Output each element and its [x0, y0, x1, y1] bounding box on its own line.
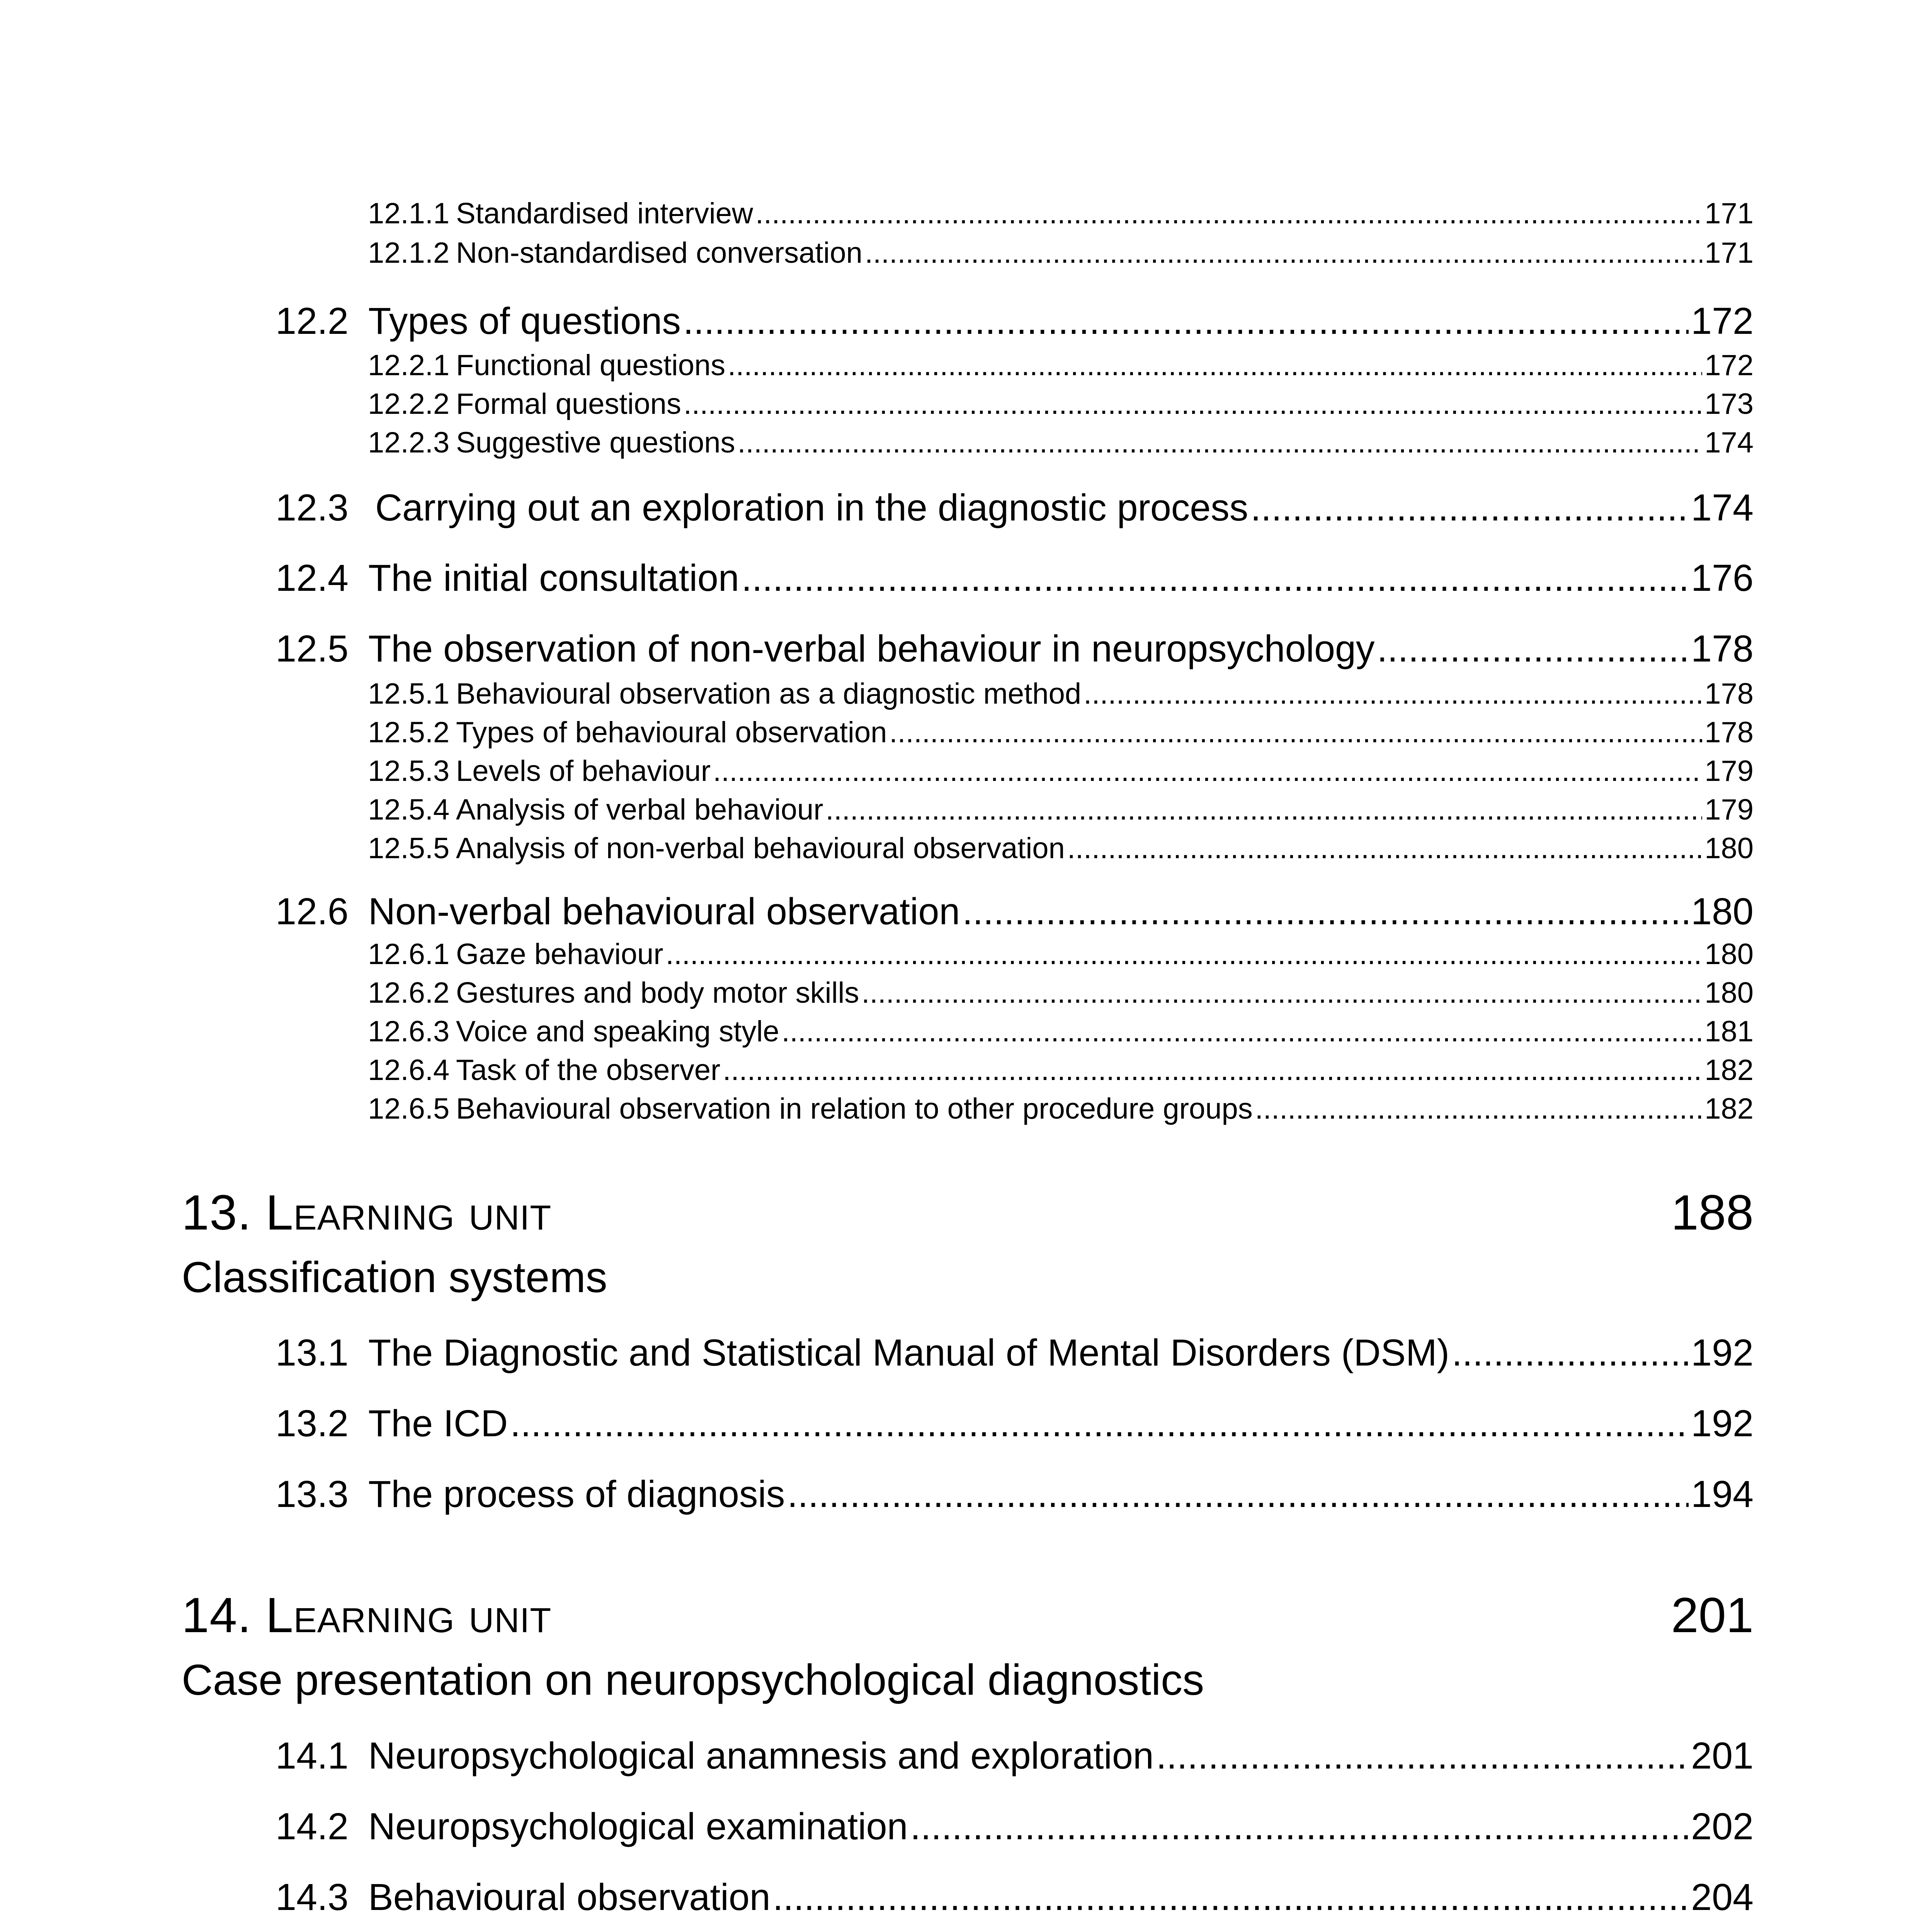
- entry-title: Voice and speaking style: [456, 1015, 779, 1048]
- entry-page: 202: [1691, 1805, 1754, 1847]
- entry-number: 12.2.1: [368, 349, 450, 382]
- dot-leader: [1067, 834, 1702, 863]
- entry-number: 12.2: [276, 300, 349, 342]
- entry-title: Types of behavioural observation: [456, 716, 887, 749]
- entry-page: 178: [1691, 628, 1754, 670]
- toc-entry-14-3[interactable]: [276, 1878, 1754, 1916]
- entry-title: Behavioural observation: [368, 1876, 771, 1918]
- entry-title: Gestures and body motor skills: [456, 976, 859, 1009]
- unit-heading-text: 13. Learning unit: [182, 1185, 552, 1240]
- entry-page: 174: [1704, 426, 1754, 459]
- entry-page: 174: [1691, 486, 1754, 529]
- entry-number: 12.2.3: [368, 426, 450, 459]
- entry-title: Analysis of non-verbal behavioural observation: [456, 832, 1065, 865]
- unit-14-subtitle: Case presentation on neuropsychological diagnostics: [182, 1656, 1204, 1704]
- entry-page: 180: [1704, 832, 1754, 865]
- unit-13-subtitle: Classification systems: [182, 1253, 607, 1301]
- entry-page: 171: [1704, 236, 1754, 269]
- unit-heading-text: 14. Learning unit: [182, 1588, 552, 1643]
- dot-leader: [737, 428, 1702, 457]
- dot-leader: [865, 238, 1702, 268]
- entry-title: Non-verbal behavioural observation: [368, 890, 960, 932]
- entry-page: 179: [1704, 755, 1754, 787]
- toc-entry-12-6-4[interactable]: [368, 1056, 1754, 1085]
- entry-number: 12.1.1: [368, 197, 450, 230]
- toc-entry-13-1[interactable]: [276, 1332, 1754, 1374]
- dot-leader: [861, 978, 1702, 1008]
- entry-title: Standardised interview: [456, 197, 753, 230]
- dot-leader: [742, 559, 1689, 597]
- toc-entry-12-5-5[interactable]: [368, 834, 1754, 863]
- entry-title: The ICD: [368, 1402, 508, 1444]
- entry-number: 12.6.4: [368, 1054, 450, 1087]
- dot-leader: [1255, 1094, 1702, 1124]
- unit-13-heading[interactable]: [182, 1185, 1754, 1240]
- dot-leader: [826, 795, 1703, 825]
- dot-leader: [684, 389, 1702, 419]
- toc-entry-13-2[interactable]: [276, 1402, 1754, 1444]
- dot-leader: [728, 351, 1702, 380]
- entry-number: 14.3: [276, 1876, 349, 1918]
- toc-entry-14-2[interactable]: [276, 1805, 1754, 1847]
- entry-title: Task of the observer: [456, 1054, 721, 1087]
- entry-title: Levels of behaviour: [456, 755, 711, 787]
- dot-leader: [1452, 1334, 1689, 1371]
- entry-number: 12.4: [276, 557, 349, 599]
- entry-page: 171: [1704, 197, 1754, 230]
- entry-title: Suggestive questions: [456, 426, 735, 459]
- entry-title: The Diagnostic and Statistical Manual of Mental Disorders (DSM): [368, 1332, 1449, 1374]
- toc-entry-12-3[interactable]: [276, 486, 1754, 529]
- entry-page: 180: [1691, 890, 1754, 932]
- toc-entry-14-1[interactable]: [276, 1735, 1754, 1777]
- entry-page: 201: [1691, 1735, 1754, 1777]
- entry-title: Non-standardised conversation: [456, 236, 862, 269]
- toc-entry-12-2[interactable]: [276, 302, 1754, 340]
- entry-number: 13.2: [276, 1402, 349, 1444]
- entry-number: 12.2.2: [368, 388, 450, 420]
- entry-number: 12.5.3: [368, 755, 450, 787]
- entry-page: 173: [1704, 388, 1754, 420]
- entry-title: The observation of non-verbal behaviour in neuropsychology: [368, 628, 1375, 670]
- toc-entry-12-2-1[interactable]: [368, 351, 1754, 380]
- dot-leader: [1084, 679, 1702, 709]
- entry-number: 12.6.5: [368, 1092, 450, 1125]
- entry-number: 12.5.5: [368, 832, 450, 865]
- toc-entry-12-6-2[interactable]: [368, 978, 1754, 1008]
- entry-page: 194: [1691, 1473, 1754, 1515]
- entry-title: Neuropsychological examination: [368, 1805, 908, 1847]
- entry-title: Neuropsychological anamnesis and exploration: [368, 1735, 1154, 1777]
- toc-entry-12-5-2[interactable]: [368, 718, 1754, 747]
- entry-number: 12.5.4: [368, 793, 450, 826]
- dot-leader: [787, 1475, 1689, 1513]
- entry-number: 12.1.2: [368, 236, 450, 269]
- entry-number: 14.1: [276, 1735, 349, 1777]
- unit-heading-page: 188: [1671, 1185, 1754, 1240]
- entry-number: 13.3: [276, 1473, 349, 1515]
- toc-entry-12-6-3[interactable]: [368, 1017, 1754, 1046]
- entry-number: 12.5.2: [368, 716, 450, 749]
- toc-entry-12-4[interactable]: [276, 559, 1754, 597]
- entry-page: 180: [1704, 938, 1754, 971]
- toc-entry-12-6-1[interactable]: [368, 940, 1754, 969]
- dot-leader: [1156, 1737, 1689, 1774]
- entry-title: Gaze behaviour: [456, 938, 663, 971]
- dot-leader: [510, 1405, 1689, 1442]
- entry-title: Types of questions: [368, 300, 681, 342]
- entry-page: 172: [1691, 300, 1754, 342]
- entry-number: 12.5.1: [368, 677, 450, 710]
- toc-entry-12-5-1[interactable]: [368, 679, 1754, 709]
- dot-leader: [889, 718, 1702, 747]
- toc-entry-12-5-4[interactable]: [368, 795, 1754, 825]
- entry-page: 192: [1691, 1332, 1754, 1374]
- entry-page: 179: [1704, 793, 1754, 826]
- dot-leader: [910, 1808, 1689, 1845]
- entry-page: 178: [1704, 677, 1754, 710]
- entry-title: Formal questions: [456, 388, 681, 420]
- entry-number: 12.3: [276, 486, 349, 529]
- toc-entry-12-6[interactable]: [276, 890, 1754, 932]
- entry-title: The process of diagnosis: [368, 1473, 785, 1515]
- entry-number: 12.5: [276, 628, 349, 670]
- entry-page: 172: [1704, 349, 1754, 382]
- entry-title: The initial consultation: [368, 557, 739, 599]
- dot-leader: [782, 1017, 1703, 1046]
- entry-number: 12.6.1: [368, 938, 450, 971]
- toc-entry-12-2-2[interactable]: [368, 389, 1754, 419]
- entry-page: 181: [1704, 1015, 1754, 1048]
- entry-number: 12.6.2: [368, 976, 450, 1009]
- dot-leader: [773, 1878, 1689, 1916]
- entry-title: Functional questions: [456, 349, 726, 382]
- dot-leader: [713, 757, 1702, 786]
- unit-heading-page: 201: [1671, 1588, 1754, 1643]
- toc-entry-12-2-3[interactable]: [368, 428, 1754, 457]
- dot-leader: [1377, 630, 1689, 667]
- entry-page: 182: [1704, 1092, 1754, 1125]
- dot-leader: [723, 1056, 1702, 1085]
- entry-number: 13.1: [276, 1332, 349, 1374]
- toc-entry-12-1-1[interactable]: [368, 199, 1754, 228]
- dot-leader: [962, 893, 1689, 930]
- entry-page: 176: [1691, 557, 1754, 599]
- dot-leader: [683, 302, 1689, 340]
- entry-number: 12.6.3: [368, 1015, 450, 1048]
- toc-entry-12-5-3[interactable]: [368, 757, 1754, 786]
- entry-page: 180: [1704, 976, 1754, 1009]
- unit-14-heading[interactable]: [182, 1588, 1754, 1643]
- dot-leader: [1250, 489, 1689, 526]
- toc-entry-12-1-2[interactable]: [368, 238, 1754, 268]
- entry-page: 182: [1704, 1054, 1754, 1087]
- entry-page: 192: [1691, 1402, 1754, 1444]
- dot-leader: [666, 940, 1703, 969]
- entry-number: 12.6: [276, 890, 349, 932]
- entry-title: Carrying out an exploration in the diagnostic process: [375, 486, 1249, 529]
- toc-entry-13-3[interactable]: [276, 1475, 1754, 1513]
- toc-entry-12-5[interactable]: [276, 628, 1754, 670]
- entry-title: Behavioural observation as a diagnostic method: [456, 677, 1082, 710]
- entry-number: 14.2: [276, 1805, 349, 1847]
- entry-title: Analysis of verbal behaviour: [456, 793, 823, 826]
- entry-title: Behavioural observation in relation to other procedure groups: [456, 1092, 1253, 1125]
- toc-entry-12-6-5[interactable]: [368, 1094, 1754, 1124]
- dot-leader: [755, 199, 1702, 228]
- entry-page: 178: [1704, 716, 1754, 749]
- entry-page: 204: [1691, 1876, 1754, 1918]
